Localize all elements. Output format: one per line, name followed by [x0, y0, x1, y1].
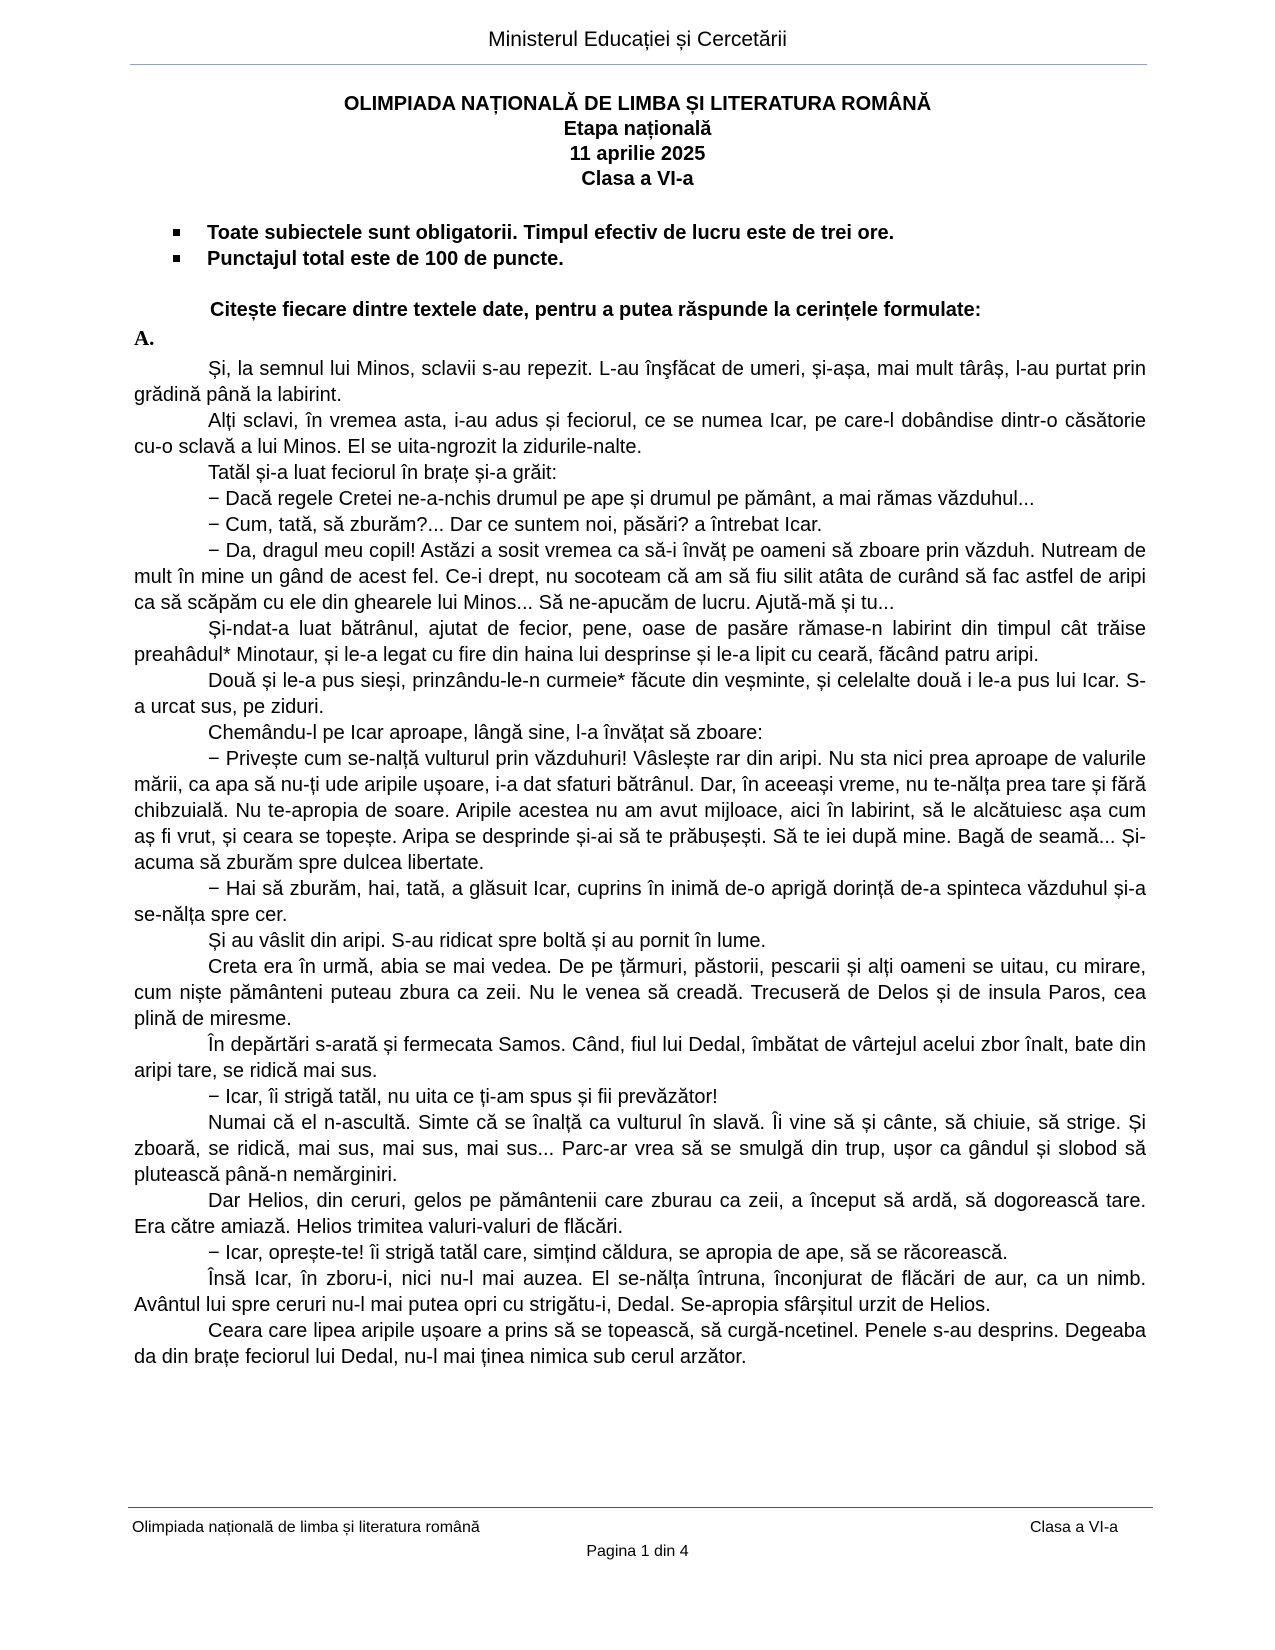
olympiad-title: OLIMPIADA NAȚIONALĂ DE LIMBA ȘI LITERATURA ROMÂNĂ	[343, 93, 932, 115]
rule-item	[170, 246, 1170, 272]
header-ministry: Ministerul Educației și Cercetării	[488, 28, 787, 51]
paragraph: − Hai să zburăm, hai, tată, a glăsuit Icar, cuprins în inimă de-o aprigă dorință de-a spinteca văzduhul și-a se-nălța spre cer.	[134, 878, 1146, 926]
paragraph: − Privește cum se-nalță vulturul prin văzduhuri! Vâslește rar din aripi. Nu sta nici prea aproape de valurile mării, ca apa să nu-ți ude aripile ușoare, i-a dat sfaturi bătrânul. Dar, în aceeași vreme, nu te-nălța prea tare și fără chibzuială. Nu te-apropia de soare. Aripile acestea nu am avut mijloace, aici în labirint, să le alcătuiesc așa cum aș fi vrut, și ceara se topește. Aripa se desprinde și-ai să te prăbușești. Să te iei după mine. Bagă de seamă... Și-acuma să zburăm spre dulcea libertate.	[134, 748, 1146, 874]
paragraph: Și au vâslit din aripi. S-au ridicat spre boltă și au pornit în lume.	[208, 930, 767, 952]
rules-list	[170, 220, 1170, 272]
section-label: A.	[134, 326, 155, 350]
paragraph: − Cum, tată, să zburăm?... Dar ce suntem noi, păsări? a întrebat Icar.	[208, 514, 823, 536]
rule-text: Toate subiectele sunt obligatorii. Timpul efectiv de lucru este de trei ore.	[207, 222, 895, 244]
footer-class-level: Clasa a VI-a	[1030, 1519, 1119, 1536]
stage-title: Etapa națională	[563, 118, 712, 140]
exam-date: 11 aprilie 2025	[569, 143, 706, 165]
paragraph: Dar Helios, din ceruri, gelos pe pământenii care zburau ca zeii, a început să ardă, să dogorească tare. Era către amiază. Helios trimitea valuri-valuri de flăcări.	[134, 1190, 1146, 1238]
title-block	[0, 92, 1275, 192]
paragraph: − Icar, oprește-te! îi strigă tatăl care, simțind căldura, se apropia de ape, să se răcorească.	[208, 1242, 1008, 1264]
class-level: Clasa a VI-a	[581, 168, 694, 190]
square-bullet-icon	[173, 229, 180, 236]
paragraph: − Dacă regele Cretei ne-a-nchis drumul pe ape și drumul pe pământ, a mai rămas văzduhul...	[208, 488, 1035, 510]
paragraph: Numai că el n-ascultă. Simte că se înalță ca vulturul în slavă. Îi vine să și cânte, să chiuie, să strige. Și zboară, se ridică, mai sus, mai sus, mai sus... Parc-ar vrea să se smulgă din trup, ușor ca gândul și slobod să plutească până-n nemărginiri.	[134, 1112, 1146, 1186]
paragraph: Chemându-l pe Icar aproape, lângă sine, l-a învățat să zboare:	[208, 722, 763, 744]
rule-item	[170, 220, 1170, 246]
header-divider	[130, 64, 1147, 65]
paragraph: Creta era în urmă, abia se mai vedea. De pe țărmuri, păstorii, pescarii și alți oameni se uitau, cu mirare, cum niște pământeni puteau zbura ca zeii. Nu le venea să creadă. Trecuseră de Delos și de insula Paros, cea plină de miresme.	[134, 956, 1146, 1030]
page-number: Pagina 1 din 4	[586, 1543, 689, 1560]
footer-divider	[128, 1507, 1153, 1508]
paragraph: Două și le-a pus sieși, prinzându-le-n curmeie* făcute din veșminte, și celelalte două i le-a pus lui Icar. S-a urcat sus, pe ziduri.	[134, 670, 1146, 718]
paragraph: Ceara care lipea aripile ușoare a prins să se topească, să curgă-ncetinel. Penele s-au desprins. Degeaba da din brațe feciorul lui Dedal, nu-l mai ținea nimica sub cerul arzător.	[134, 1320, 1146, 1368]
footer-olympiad-name: Olimpiada națională de limba și literatura română	[132, 1519, 480, 1536]
paragraph: Tatăl și-a luat feciorul în brațe și-a grăit:	[208, 462, 558, 484]
rule-text: Punctajul total este de 100 de puncte.	[207, 248, 564, 270]
paragraph: Alți sclavi, în vremea asta, i-au adus și feciorul, ce se numea Icar, pe care-l dobândise dintr-o căsătorie cu-o sclavă a lui Minos. El se uita-ngrozit la zidurile-nalte.	[134, 410, 1146, 458]
text-body	[134, 356, 1146, 1370]
paragraph: În depărtări s-arată și fermecata Samos. Când, fiul lui Dedal, îmbătat de vârtejul acelui zbor înalt, bate din aripi tare, se ridică mai sus.	[134, 1034, 1146, 1082]
instruction: Citește fiecare dintre textele date, pentru a putea răspunde la cerințele formulate:	[210, 299, 982, 321]
paragraph: − Da, dragul meu copil! Astăzi a sosit vremea ca să-i învăț pe oameni să zboare prin văzduh. Nutream de mult în mine un gând de acest fel. Ce-i drept, nu socoteam că am să fiu silit atâta de curând să fac astfel de aripi ca să scăpăm cu ele din ghearele lui Minos... Să ne-apucăm de lucru. Ajută-mă și tu...	[134, 540, 1146, 614]
square-bullet-icon	[173, 255, 180, 262]
paragraph: Și-ndat-a luat bătrânul, ajutat de fecior, pene, oase de pasăre rămase-n labirint din timpul cât trăise preahâdul* Minotaur, și le-a legat cu fire din haina lui desprinse și le-a lipit cu ceară, făcând patru aripi.	[134, 618, 1146, 666]
paragraph: Însă Icar, în zboru-i, nici nu-l mai auzea. El se-nălța întruna, înconjurat de flăcări de aur, ca un nimb. Avântul lui spre ceruri nu-l mai putea opri cu strigătu-i, Dedal. Se-apropia sfârșitul urzit de Helios.	[134, 1268, 1146, 1316]
paragraph: − Icar, îi strigă tatăl, nu uita ce ți-am spus și fii prevăzător!	[208, 1086, 718, 1108]
paragraph: Și, la semnul lui Minos, sclavii s-au repezit. L-au înşfăcat de umeri, și-așa, mai mult târâș, l-au purtat prin grădină până la labirint.	[134, 358, 1146, 406]
